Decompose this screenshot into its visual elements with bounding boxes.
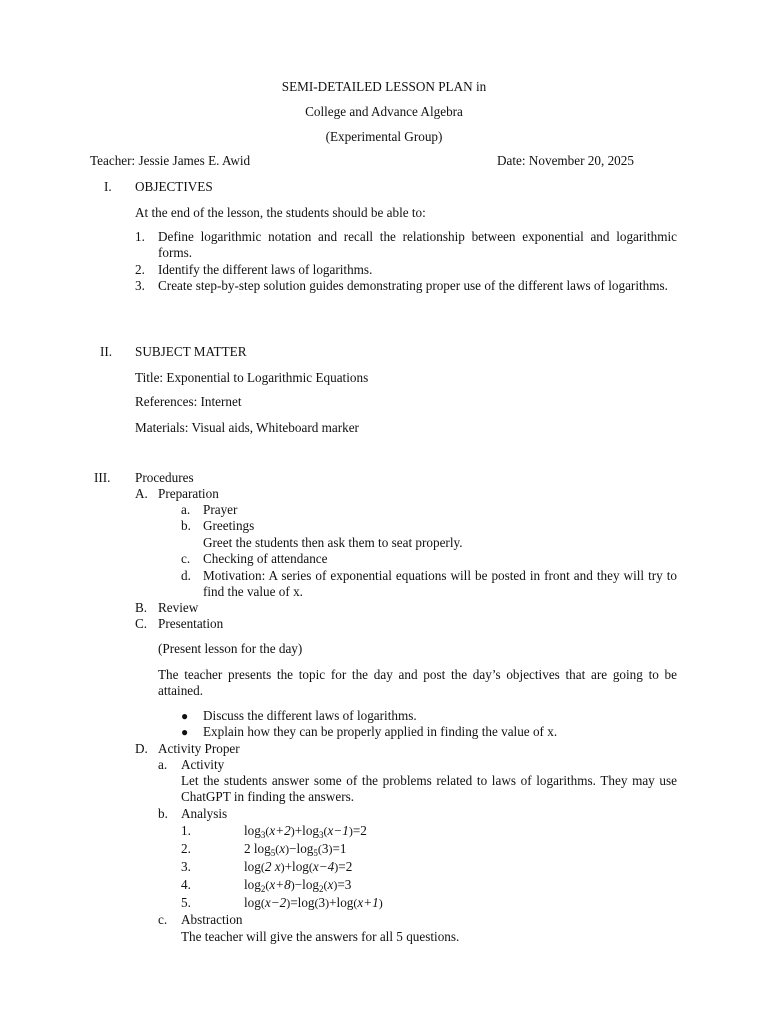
preparation-prayer: Prayer <box>203 502 238 517</box>
procedure-letter: C. <box>135 616 148 631</box>
activity-description: Let the students answer some of the problems related to laws of logarithms. They may use ChatGPT in finding the answers. <box>181 773 677 804</box>
section-numeral-i: I. <box>104 179 112 194</box>
objective-item: Create step-by-step solution guides demonstrating proper use of the different laws of logarithms. <box>158 278 668 293</box>
objective-item: Define logarithmic notation and recall the relationship between exponential and logarithmic forms. <box>158 229 677 260</box>
section-numeral-ii: II. <box>100 344 113 359</box>
presentation-note: (Present lesson for the day) <box>158 641 303 656</box>
analysis-label: Analysis <box>181 806 228 821</box>
procedure-letter: D. <box>135 741 148 756</box>
greetings-detail: Greet the students then ask them to seat properly. <box>203 535 463 550</box>
log-equation-1: $\log_3(x+2)+\log_3(x-1)=2$ <box>244 823 367 840</box>
procedure-presentation: Presentation <box>158 616 224 631</box>
lesson-date: Date: November 20, 2025 <box>497 153 634 168</box>
presentation-paragraph: The teacher presents the topic for the day and post the day’s objectives that are going to be attained. <box>158 667 677 698</box>
activity-label: Activity <box>181 757 225 772</box>
equation-number: 1. <box>181 823 191 838</box>
procedure-preparation: Preparation <box>158 486 219 501</box>
equation-number: 3. <box>181 859 191 874</box>
log-equation-3: log(2 x)+log(x−4)=2 <box>244 859 353 874</box>
subject-materials: Materials: Visual aids, Whiteboard marker <box>135 420 359 435</box>
log-equation-2: 2 $\log_5(x)-\log_5(3)=1$ <box>244 841 347 858</box>
objectives-intro: At the end of the lesson, the students should be able to: <box>135 205 426 220</box>
equation-number: 2. <box>181 841 191 856</box>
procedure-letter: A. <box>135 486 148 501</box>
section-heading-subject-matter: SUBJECT MATTER <box>135 344 247 359</box>
objective-item: Identify the different laws of logarithms. <box>158 262 373 277</box>
preparation-motivation: Motivation: A series of exponential equations will be posted in front and they will try to find the value of x. <box>203 568 677 599</box>
objective-number: 2. <box>135 262 145 277</box>
objective-number: 1. <box>135 229 145 244</box>
log-equation-5: log(x−2)=log(3)+log(x+1) <box>244 895 383 910</box>
subject-title: Title: Exponential to Logarithmic Equations <box>135 370 369 385</box>
sub-item-letter: c. <box>158 912 168 927</box>
bullet-icon: ● <box>181 709 189 723</box>
section-heading-objectives: OBJECTIVES <box>135 179 213 194</box>
document-title-line-2: College and Advance Algebra <box>305 104 463 119</box>
sub-item-letter: b. <box>181 518 191 533</box>
abstraction-label: Abstraction <box>181 912 243 927</box>
presentation-bullet: Explain how they can be properly applied in finding the value of x. <box>203 724 558 739</box>
sub-item-letter: a. <box>181 502 191 517</box>
teacher-name: Teacher: Jessie James E. Awid <box>90 153 251 168</box>
procedure-letter: B. <box>135 600 148 615</box>
sub-item-letter: b. <box>158 806 168 821</box>
section-numeral-iii: III. <box>94 470 111 485</box>
sub-item-letter: c. <box>181 551 191 566</box>
bullet-icon: ● <box>181 725 189 739</box>
document-title-line-1: SEMI-DETAILED LESSON PLAN in <box>281 79 487 94</box>
preparation-attendance: Checking of attendance <box>203 551 328 566</box>
log-equation-4: $\log_2(x+8)-\log_2(x)=3$ <box>244 877 352 894</box>
equation-number: 5. <box>181 895 191 910</box>
section-heading-procedures: Procedures <box>135 470 194 485</box>
abstraction-text: The teacher will give the answers for all 5 questions. <box>181 929 460 944</box>
presentation-bullet: Discuss the different laws of logarithms. <box>203 708 417 723</box>
procedure-activity-proper: Activity Proper <box>158 741 240 756</box>
document-title-line-3: (Experimental Group) <box>325 129 443 144</box>
sub-item-letter: d. <box>181 568 191 583</box>
preparation-greetings: Greetings <box>203 518 255 533</box>
sub-item-letter: a. <box>158 757 168 772</box>
objective-number: 3. <box>135 278 145 293</box>
subject-references: References: Internet <box>135 394 242 409</box>
procedure-review: Review <box>158 600 199 615</box>
equation-number: 4. <box>181 877 191 892</box>
